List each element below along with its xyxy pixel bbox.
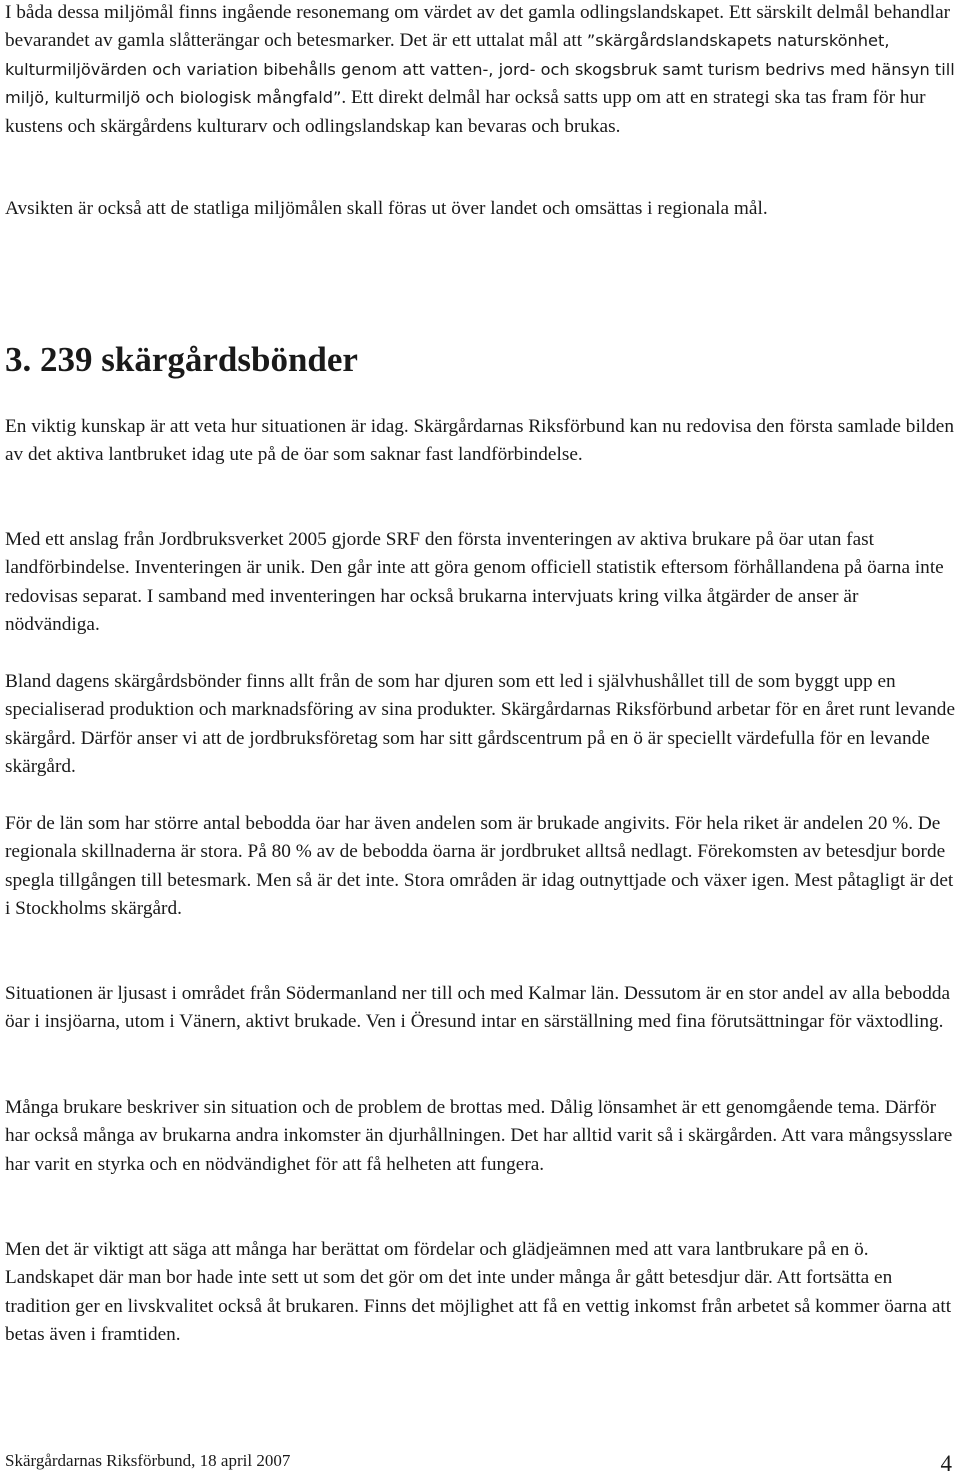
paragraph: Bland dagens skärgårdsbönder finns allt från de som har djuren som ett led i självhushållet till de som byggt upp en specialiserad produktion och marknadsföring av sina produkter. Skärgårdarnas Riksförbund arbetar för en året runt levande skärgård. Därför anser vi att de jordbruksföretag som har sitt gårdscentrum på en ö är speciellt värdefulla för en levande skärgård. <box>5 671 956 778</box>
quoted-goal-text: ”skärgårdslandskapets naturskönhet, kulturmiljövärden och variation bibehålls genom att vatten-, jord- och skogsbruk samt turism bedrivs med hänsyn till miljö, kulturmiljö och biologisk mångfald” <box>5 31 955 108</box>
section-heading: 3. 239 skärgårdsbönder <box>5 340 358 379</box>
paragraph: Många brukare beskriver sin situation och de problem de brottas med. Dålig lönsamhet är ett genomgående tema. Därför har också många av brukarna andra inkomster än djurhållningen. Det har alltid varit så i skärgården. Att vara mångsysslare har varit en styrka och en nödvändighet för att få helheten att fungera. <box>5 1097 953 1175</box>
paragraph-miljomal <box>5 0 955 141</box>
page-number: 4 <box>940 1451 952 1476</box>
paragraph-segment: . Ett direkt delmål har också satts upp om att en strategi ska tas fram för hur kustens och skärgårdens kulturarv och odlingslandskap kan bevaras och brukas. <box>5 87 926 137</box>
paragraph: Men det är viktigt att säga att många har berättat om fördelar och glädjeämnen med att vara lantbrukare på en ö. Landskapet där man bor hade inte sett ut som det gör om det inte under många år gått betesdjur där. Att fortsätta en tradition ger en livskvalitet också åt brukaren. Finns det möjlighet att få en vettig inkomst från arbetet så kommer öarna att betas även i framtiden. <box>5 1239 952 1346</box>
footer-text: Skärgårdarnas Riksförbund, 18 april 2007 <box>5 1451 291 1470</box>
paragraph: Situationen är ljusast i området från Södermanland ner till och med Kalmar län. Dessutom är en stor andel av alla bebodda öar i insjöarna, utom i Vänern, aktivt brukade. Ven i Öresund intar en särställning med fina förutsättningar för växtodling. <box>5 983 951 1033</box>
paragraph: För de län som har större antal bebodda öar har även andelen som är brukade angivits. För hela riket är andelen 20 %. De regionala skillnaderna är stora. På 80 % av de bebodda öarna är jordbruket alltså nedlagt. Förekomsten av betesdjur borde spegla tillgången till betesmark. Men så är det inte. Stora områden är idag outnyttjade och växer igen. Mest påtagligt är det i Stockholms skärgård. <box>5 813 954 920</box>
paragraph: En viktig kunskap är att veta hur situationen är idag. Skärgårdarnas Riksförbund kan nu redovisa den första samlade bilden av det aktiva lantbruket idag ute på de öar som saknar fast landförbindelse. <box>5 416 954 466</box>
paragraph-segment: I båda dessa miljömål finns ingående resonemang om värdet av det gamla odlingslandskapet. Ett särskilt delmål behandlar bevarandet av gamla slåtterängar och betesmarker. Det är ett uttalat mål att <box>5 2 951 52</box>
paragraph-avsikten: Avsikten är också att de statliga miljömålen skall föras ut över landet och omsättas i regionala mål. <box>5 198 768 219</box>
paragraph: Med ett anslag från Jordbruksverket 2005 gjorde SRF den första inventeringen av aktiva brukare på öar utan fast landförbindelse. Inventeringen är unik. Den går inte att göra genom officiell statistik eftersom förhållandena på öarna inte redovisas separat. I samband med inventeringen har också brukarna intervjuats kring vilka åtgärder de anser är nödvändiga. <box>5 529 944 636</box>
